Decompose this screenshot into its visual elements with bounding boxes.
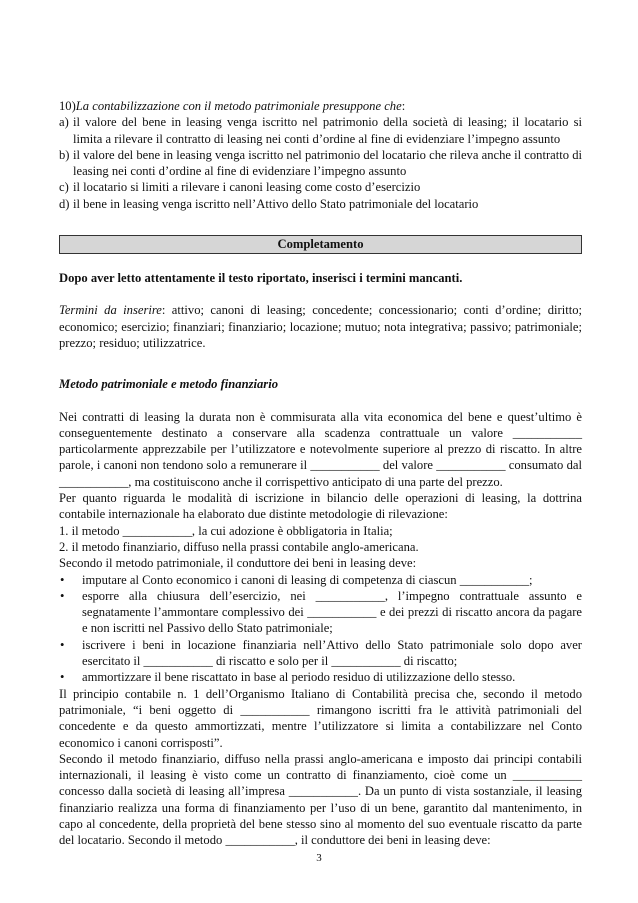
option-a: a) il valore del bene in leasing venga iscritto nel patrimonio della società di leasing; il locatario si limita a rilevare il contratto di leasing nei conti d’ordine al fine di evidenziare l’impegno assunto <box>59 115 582 146</box>
bullet-icon: • <box>60 637 65 652</box>
paragraph-3: Secondo il metodo patrimoniale, il conduttore dei beni in leasing deve: <box>59 556 417 571</box>
option-c: c) il locatario si limiti a rilevare i canoni leasing come costo d’esercizio <box>59 180 421 195</box>
terms-label: Termini da inserire <box>59 303 162 318</box>
subheading: Metodo patrimoniale e metodo finanziario <box>59 377 279 392</box>
bullet-icon: • <box>60 572 65 587</box>
paragraph-5: Secondo il metodo finanziario, diffuso nella prassi anglo-americana e imposto dai principi contabili internazionali, il leasing è visto come un contratto di finanziamento, cioè come un ___________ concesso dalla società di leasing all’impresa ___________. Da un punto di vista sostanziale, il leasing finanziario realizza una forma di finanziamento per l’uso di un bene, garantito dal mantenimento, in capo al concedente, della proprietà del bene stesso sino al momento del suo eventuale riscatto da parte del locatario. Secondo il metodo ___________, il conduttore dei beni in leasing deve: <box>59 751 582 848</box>
question-title <box>59 98 582 114</box>
page-number: 3 <box>316 852 322 864</box>
bullet-item-4: • ammortizzare il bene riscattato in base al periodo residuo di utilizzazione dello stesso. <box>60 670 516 685</box>
terms-paragraph <box>59 302 582 351</box>
numbered-item-2: 2. il metodo finanziario, diffuso nella prassi contabile anglo-americana. <box>59 539 419 554</box>
paragraph-4: Il principio contabile n. 1 dell’Organismo Italiano di Contabilità precisa che, secondo il metodo patrimoniale, “i beni oggetto di ___________ rimangono iscritti fra le attività patrimoniali del concedente e da questo ammortizzati, mentre l’utilizzatore si limita a contabilizzare nel Conto economico i canoni corrisposti”. <box>59 686 582 750</box>
bullet-item-3: • iscrivere i beni in locazione finanziaria nell’Attivo dello Stato patrimoniale solo dopo aver esercitato il ___________ di riscatto e solo per il ___________ di riscatto; <box>60 637 582 669</box>
section-header: Completamento <box>59 235 582 254</box>
question-colon: : <box>401 99 406 113</box>
paragraph-2: Per quanto riguarda le modalità di iscrizione in bilancio delle operazioni di leasing, la dottrina contabile internazionale ha elaborato due distinte metodologie di rilevazione: <box>59 491 582 522</box>
option-d: d) il bene in leasing venga iscritto nell’Attivo dello Stato patrimoniale del locatario <box>59 196 479 211</box>
question-text: La contabilizzazione con il metodo patrimoniale presuppone che <box>75 99 402 113</box>
option-b: b) il valore del bene in leasing venga iscritto nel patrimonio del locatario che rileva anche il contratto di leasing nei conti d’ordine al fine di evidenziare l’impegno assunto <box>59 147 582 179</box>
bullet-item-1: • imputare al Conto economico i canoni di leasing di competenza di ciascun ___________; <box>60 572 533 587</box>
bullet-icon: • <box>60 588 65 603</box>
bullet-item-2: • esporre alla chiusura dell’esercizio, nei ___________, l’impegno contrattuale assunto e segnatamente l’ammontare complessivo dei ___________ e dei prezzi di riscatto ancora da pagare e non iscritti nel Passivo dello Stato patrimoniale; <box>60 588 582 636</box>
bullet-icon: • <box>60 670 65 685</box>
instruction: Dopo aver letto attentamente il testo riportato, inserisci i termini mancanti. <box>59 271 463 286</box>
document-page <box>59 98 582 849</box>
question-number: 10) <box>59 99 76 113</box>
paragraph-1: Nei contratti di leasing la durata non è commisurata alla vita economica del bene e quest’ultimo è conseguentemente destinato a conservare alla scadenza contrattuale un valore ___________ particolarmente apprezzabile per l’utilizzatore e notevolmente superiore al prezzo di riscatto. In altre parole, i canoni non tendono solo a remunerare il ___________ del valore ___________ consumato dal ___________, ma costituiscono anche il corrispettivo anticipato di una parte del prezzo. <box>59 409 582 489</box>
terms-list: : attivo; canoni di leasing; concedente; concessionario; conti d’ordine; diritto; economico; esercizio; finanziari; finanziario; locazione; mutuo; nota integrativa; passivo; patrimoniale; prezzo; residuo; utilizzatrice. <box>59 303 583 350</box>
numbered-item-1: 1. il metodo ___________, la cui adozione è obbligatoria in Italia; <box>59 523 393 538</box>
